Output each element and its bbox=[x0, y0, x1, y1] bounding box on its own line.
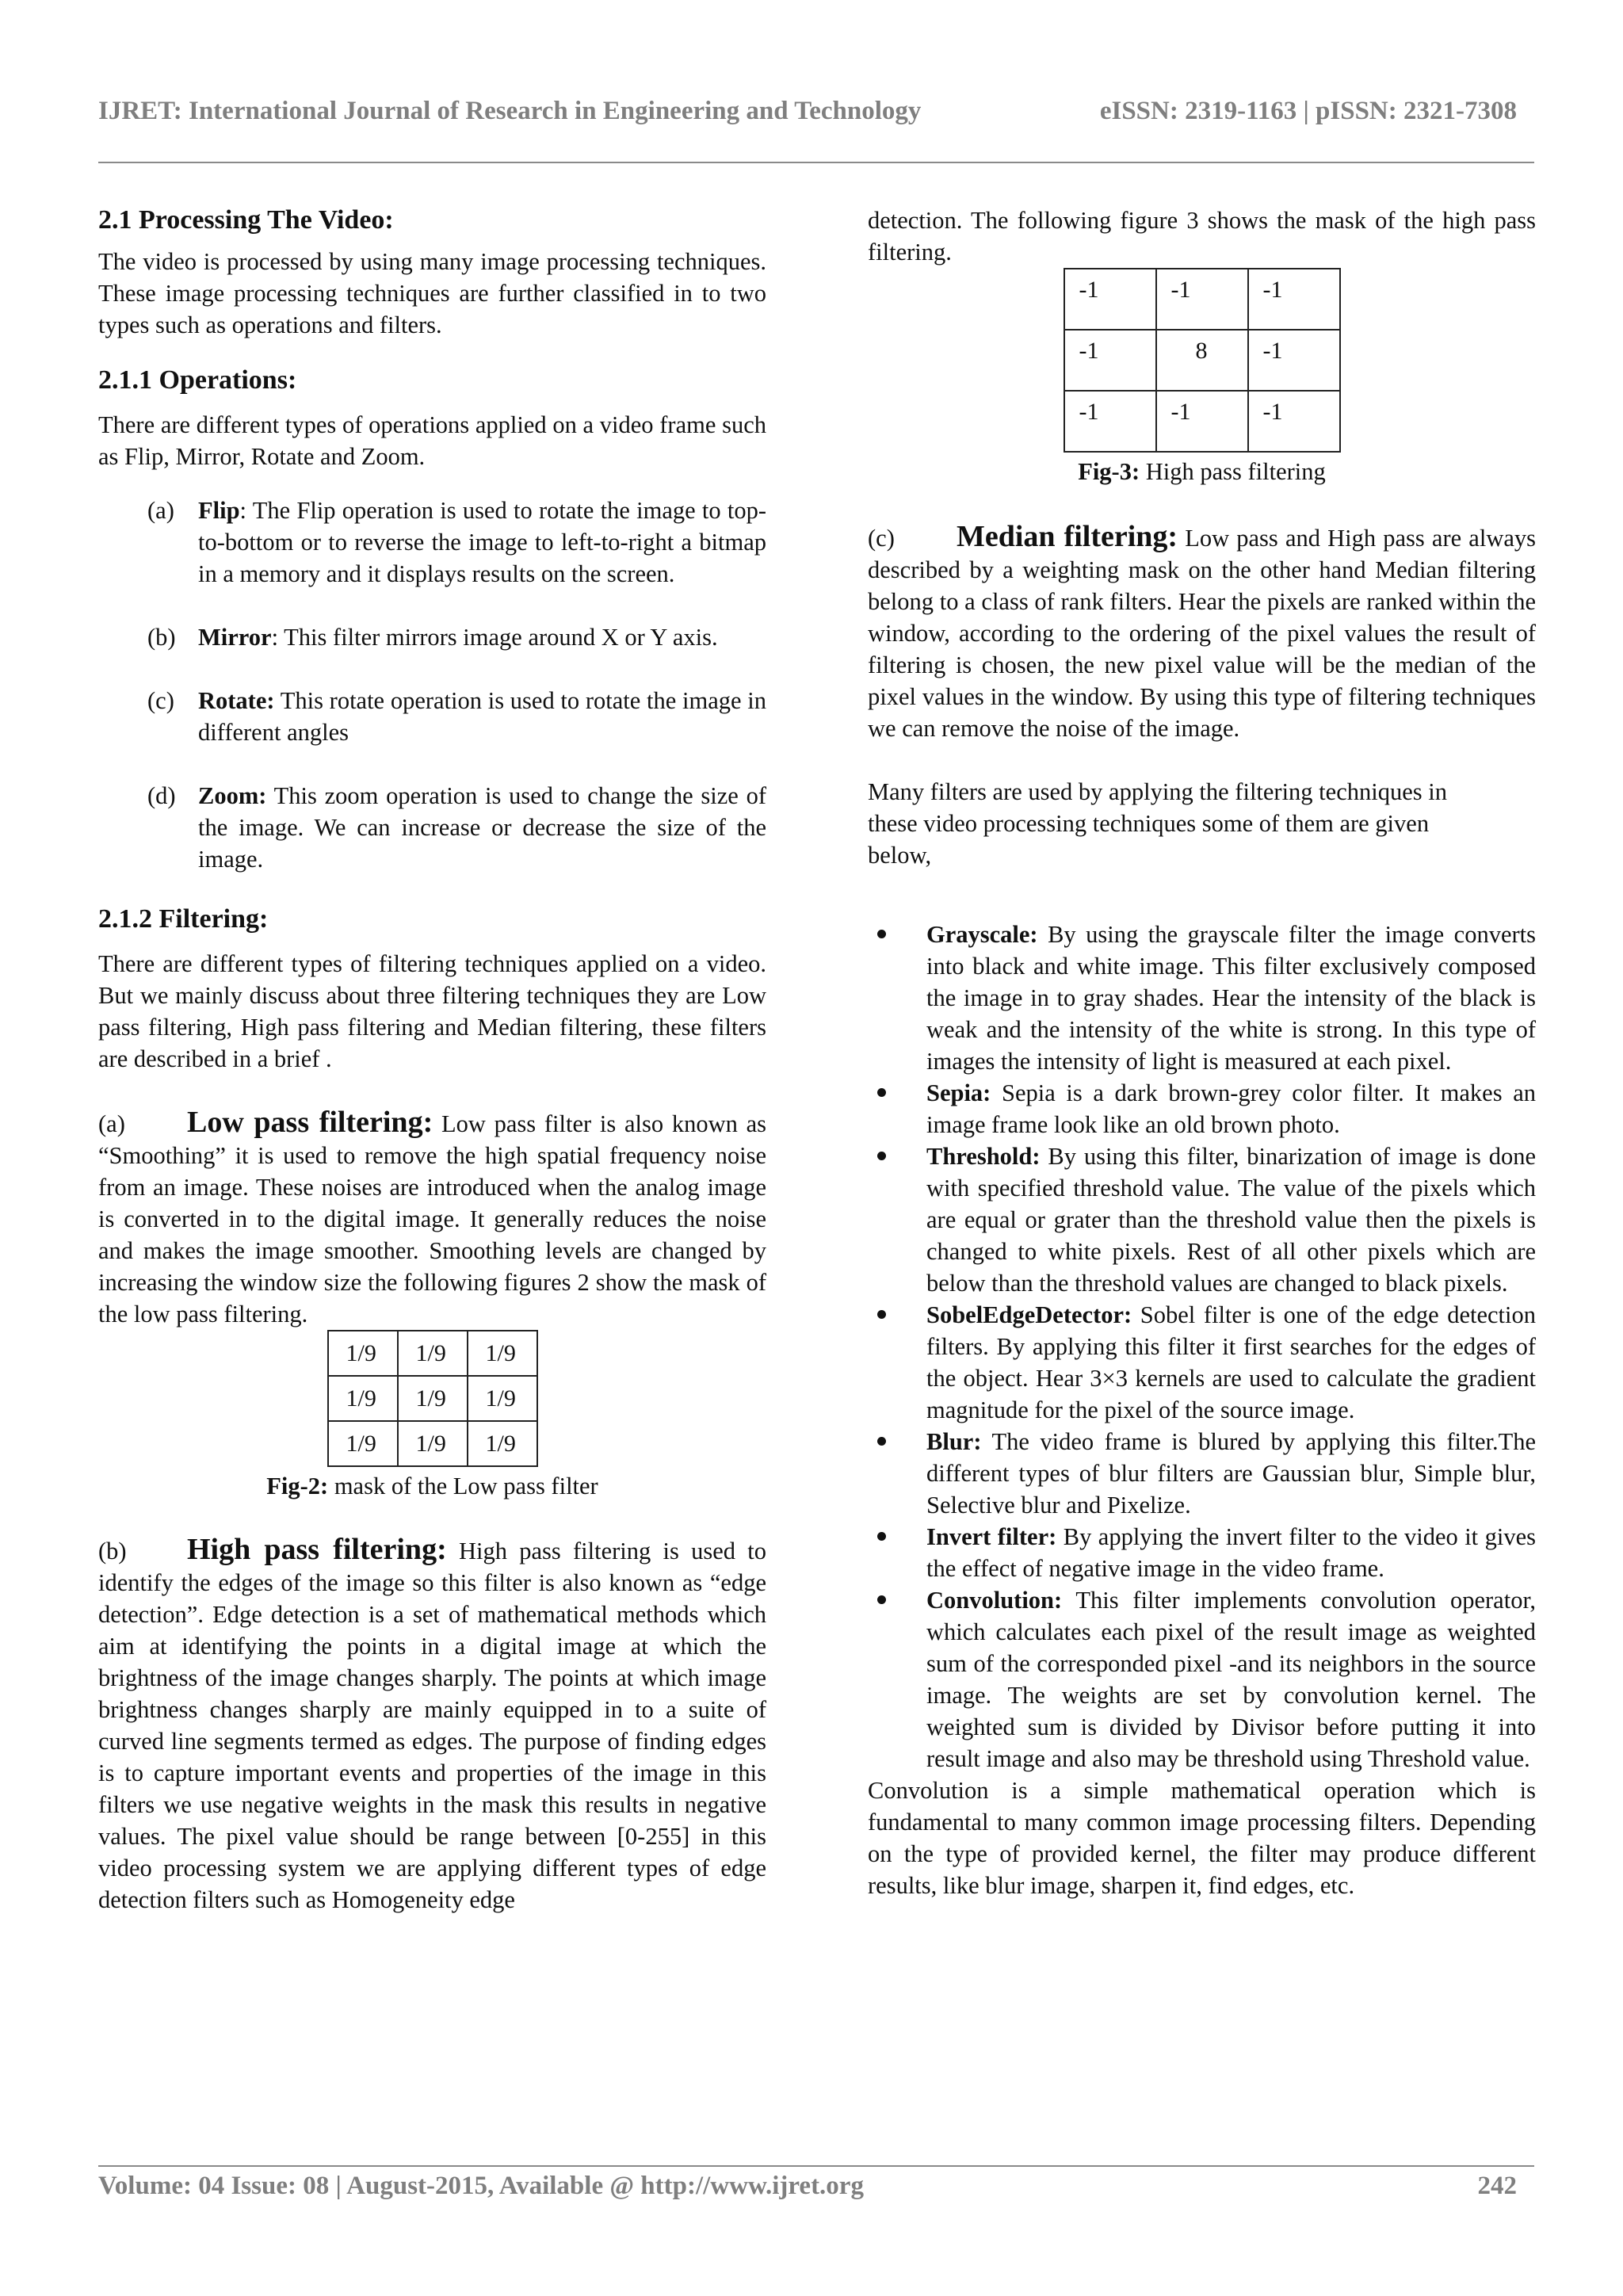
mask-cell: -1 bbox=[1248, 330, 1340, 391]
mask-cell: -1 bbox=[1248, 269, 1340, 330]
filter-term: SobelEdgeDetector: bbox=[926, 1301, 1132, 1328]
operation-term: Rotate: bbox=[198, 687, 275, 714]
left-column bbox=[98, 198, 766, 1916]
table-row bbox=[1064, 391, 1340, 452]
journal-title: IJRET: International Journal of Research in Engineering and Technology bbox=[98, 97, 922, 125]
list-item bbox=[868, 1521, 1536, 1584]
mask-cell: 1/9 bbox=[328, 1331, 398, 1376]
operations-list bbox=[98, 495, 766, 875]
convolution-summary: Convolution is a simple mathematical operation which is fundamental to many common image processing filters. Depending on the type of provided kernel, the filter may produce different results, like blur image, sharpen it, find edges, etc. bbox=[868, 1777, 1536, 1899]
fig3-caption bbox=[868, 456, 1536, 487]
table-row bbox=[1064, 269, 1340, 330]
list-item bbox=[868, 1299, 1536, 1426]
list-marker: (a) bbox=[147, 497, 174, 524]
list-item bbox=[868, 1077, 1536, 1140]
section-2-1-1-heading: 2.1.1 Operations: bbox=[98, 365, 297, 395]
term-separator: : bbox=[239, 497, 247, 524]
mask-cell: 1/9 bbox=[398, 1421, 468, 1466]
fig3-caption-text: High pass filtering bbox=[1140, 458, 1326, 485]
footer-divider bbox=[98, 2165, 1534, 2167]
fig2-mask-table bbox=[327, 1330, 538, 1467]
filter-term: Blur: bbox=[926, 1428, 982, 1455]
section-2-1-2-heading: 2.1.2 Filtering: bbox=[98, 904, 269, 934]
bullet-icon bbox=[877, 1595, 886, 1604]
operation-item-flip bbox=[98, 495, 766, 590]
section-2-1-text: The video is processed by using many image processing techniques. These image processing techniques are further classified in to two types such as operations and filters. bbox=[98, 248, 766, 338]
paragraph-marker: (b) bbox=[98, 1538, 127, 1564]
volume-info: Volume: 04 Issue: 08 | August-2015, Available @ http://www.ijret.org bbox=[98, 2172, 864, 2200]
filters-list bbox=[868, 919, 1536, 1775]
operation-description: The Flip operation is used to rotate the image to top-to-bottom or to reverse the image to left-to-right a bitmap in a memory and it displays results on the screen. bbox=[198, 497, 766, 587]
mask-cell: 1/9 bbox=[398, 1376, 468, 1421]
list-item bbox=[868, 1584, 1536, 1775]
bullet-icon bbox=[877, 1437, 886, 1446]
header-divider bbox=[98, 162, 1534, 163]
mask-cell: 1/9 bbox=[468, 1331, 537, 1376]
paragraph-marker: (a) bbox=[98, 1110, 125, 1137]
mask-cell: -1 bbox=[1064, 330, 1156, 391]
mask-cell: 1/9 bbox=[328, 1421, 398, 1466]
mask-cell: 1/9 bbox=[328, 1376, 398, 1421]
list-item bbox=[868, 1140, 1536, 1299]
operation-description: This rotate operation is used to rotate the image in different angles bbox=[198, 687, 766, 746]
mask-cell: 1/9 bbox=[468, 1376, 537, 1421]
operation-item-rotate bbox=[98, 685, 766, 748]
filter-description: By using this filter, binarization of image is done with specified threshold value. The value of the pixels which are equal or grater than the threshold value then the pixels is changed to white pixels. Rest of all other pixels which are below than the threshold values are changed to black pixels. bbox=[926, 1143, 1536, 1297]
operation-item-mirror bbox=[98, 621, 766, 653]
section-2-1-1-text: There are different types of operations applied on a video frame such as Flip, Mirror, Rotate and Zoom. bbox=[98, 411, 766, 470]
section-2-1-heading: 2.1 Processing The Video: bbox=[98, 205, 394, 235]
mask-cell: -1 bbox=[1248, 391, 1340, 452]
filter-description: This filter implements convolution operator, which calculates each pixel of the result image as weighted sum of the corresponded pixel -and its neighbors in the source image. The weights are set by convolution kernel. The weighted sum is divided by Divisor before putting it into result image and also may be threshold using Threshold value. bbox=[926, 1587, 1536, 1772]
filter-term: Sepia: bbox=[926, 1079, 991, 1106]
mask-cell: -1 bbox=[1064, 269, 1156, 330]
median-text: Low pass and High pass are always described by a weighting mask on the other hand Median filtering belong to a class of rank filters. Hear the pixels are ranked within the window, according to the ordering of the pixel values the result of filtering is chosen, the new pixel value will be the median of the pixel values in the window. By using this type of filtering techniques we can remove the noise of the image. bbox=[868, 525, 1536, 742]
table-row bbox=[328, 1331, 537, 1376]
filter-description: Sepia is a dark brown-grey color filter. It makes an image frame look like an old brown photo. bbox=[926, 1079, 1536, 1138]
mask-cell: -1 bbox=[1156, 269, 1248, 330]
fig2-caption bbox=[98, 1470, 766, 1502]
median-heading: Median filtering: bbox=[957, 520, 1178, 553]
filter-description: The video frame is blured by applying this filter.The different types of blur filters are Gaussian blur, Simple blur, Selective blur and Pixelize. bbox=[926, 1428, 1536, 1519]
fig2-caption-label: Fig-2: bbox=[266, 1473, 329, 1499]
mask-cell: -1 bbox=[1156, 391, 1248, 452]
list-item bbox=[868, 919, 1536, 1077]
filter-term: Convolution: bbox=[926, 1587, 1063, 1614]
table-row bbox=[1064, 330, 1340, 391]
paragraph-marker: (c) bbox=[868, 525, 895, 552]
filter-description: By using the grayscale filter the image converts into black and white image. This filter exclusively composed the image in to gray shades. Hear the intensity of the black is weak and the intensity of the white is strong. In this type of images the intensity of light is measured at each pixel. bbox=[926, 921, 1536, 1075]
filter-description: Sobel filter is one of the edge detection filters. By applying this filter it first searches for the edges of the object. Hear 3×3 kernels are used to calculate the gradient magnitude for the pixel of the source image. bbox=[926, 1301, 1536, 1423]
section-2-1-2-text: There are different types of filtering techniques applied on a video. But we mainly discuss about three filtering techniques they are Low pass filtering, High pass filtering and Median filtering, these filters are described in a brief . bbox=[98, 950, 766, 1072]
high-pass-text: High pass filtering is used to identify the edges of the image so this filter is also known as “edge detection”. Edge detection is a set of mathematical methods which aim at identifying the points in a digital image at which the brightness of the image changes sharply. The points at which image brightness changes sharply are mainly equipped in to a suite of curved line segments termed as edges. The purpose of finding edges is to capture important events and properties of the image in this filters we use negative weights in the mask this results in negative values. The pixel value should be range between [0-255] in this video processing system we are applying different types of edge detection filters such as Homogeneity edge bbox=[98, 1538, 766, 1913]
operation-description: This filter mirrors image around X or Y axis. bbox=[278, 624, 718, 651]
operation-item-zoom bbox=[98, 780, 766, 875]
operation-description: This zoom operation is used to change the size of the image. We can increase or decrease the size of the image. bbox=[198, 782, 766, 873]
filter-term: Invert filter: bbox=[926, 1523, 1057, 1550]
issn-info: eISSN: 2319-1163 | pISSN: 2321-7308 bbox=[1099, 97, 1517, 125]
page-header bbox=[98, 97, 1525, 136]
operation-term: Mirror bbox=[198, 624, 272, 651]
low-pass-heading: Low pass filtering: bbox=[187, 1106, 433, 1139]
term-separator: : bbox=[271, 624, 279, 651]
bullet-icon bbox=[877, 1532, 886, 1541]
filter-term: Grayscale: bbox=[926, 921, 1038, 948]
list-marker: (b) bbox=[147, 624, 176, 651]
low-pass-text: Low pass filter is also known as “Smoothing” it is used to remove the high spatial frequency noise from an image. These noises are introduced when the analog image is converted in to the digital image. It generally reduces the noise and makes the image smoother. Smoothing levels are changed by increasing the window size the following figures 2 show the mask of the low pass filtering. bbox=[98, 1110, 766, 1328]
filter-term: Threshold: bbox=[926, 1143, 1041, 1170]
right-column bbox=[868, 204, 1536, 1901]
mask-cell: 8 bbox=[1156, 330, 1248, 391]
bullet-icon bbox=[877, 1310, 886, 1319]
high-pass-paragraph bbox=[98, 1534, 766, 1916]
fig3-caption-label: Fig-3: bbox=[1078, 458, 1140, 485]
median-paragraph bbox=[868, 521, 1536, 744]
list-marker: (c) bbox=[147, 687, 174, 714]
mask-cell: 1/9 bbox=[468, 1421, 537, 1466]
mask-cell: 1/9 bbox=[398, 1331, 468, 1376]
low-pass-paragraph bbox=[98, 1106, 766, 1330]
many-filters-intro: Many filters are used by applying the filtering techniques in these video processing techniques some of them are given below, bbox=[868, 778, 1447, 869]
list-marker: (d) bbox=[147, 782, 176, 809]
high-pass-continuation: detection. The following figure 3 shows the mask of the high pass filtering. bbox=[868, 207, 1536, 266]
table-row bbox=[328, 1421, 537, 1466]
high-pass-heading: High pass filtering: bbox=[187, 1533, 447, 1566]
list-item bbox=[868, 1426, 1536, 1521]
filter-description: By applying the invert filter to the video it gives the effect of negative image in the video frame. bbox=[926, 1523, 1536, 1582]
table-row bbox=[328, 1376, 537, 1421]
page-number: 242 bbox=[1477, 2172, 1517, 2200]
operation-term: Zoom: bbox=[198, 782, 267, 809]
operation-term: Flip bbox=[198, 497, 240, 524]
bullet-icon bbox=[877, 930, 886, 938]
bullet-icon bbox=[877, 1088, 886, 1097]
bullet-icon bbox=[877, 1152, 886, 1160]
fig3-mask-table bbox=[1064, 268, 1341, 453]
fig2-caption-text: mask of the Low pass filter bbox=[328, 1473, 598, 1499]
mask-cell: -1 bbox=[1064, 391, 1156, 452]
